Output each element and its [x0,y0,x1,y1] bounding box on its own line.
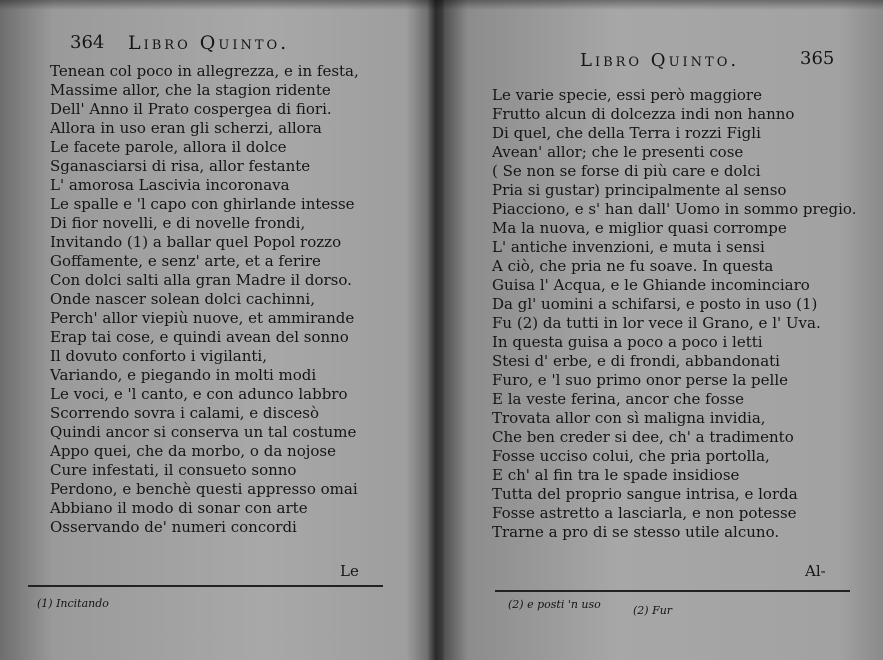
left-page [0,0,432,660]
verse-line: Sganasciarsi di risa, allor festante [50,157,311,175]
verse-line: Di quel, che della Terra i rozzi Figli [492,124,761,142]
verse-line: Perch' allor viepiù nuove, et ammirande [50,309,355,327]
verse-line: Massime allor, che la stagion ridente [50,81,331,99]
verse-line: Trovata allor con sì maligna invidia, [492,409,766,427]
right-text-block [492,86,856,542]
verse-line: Con dolci salti alla gran Madre il dorso. [50,271,352,289]
left-catchword: Le [340,562,359,580]
verse-line: Da gl' uomini a schifarsi, e posto in uso (1) [492,295,818,313]
verse-line: Le varie specie, essi però maggiore [492,86,762,104]
verse-line: Abbiano il modo di sonar con arte [50,499,308,517]
verse-line: In questa guisa a poco a poco i letti [492,333,763,351]
verse-line: Stesi d' erbe, e di frondi, abbandonati [492,352,780,370]
right-footnote-2: (2) Fur [633,604,673,617]
verse-line: Cure infestati, il consueto sonno [50,461,297,479]
verse-line: Trarne a pro di se stesso utile alcuno. [492,523,780,541]
verse-line: Tutta del proprio sangue intrisa, e lorda [492,485,798,503]
right-page [440,0,883,660]
verse-line: Onde nascer solean dolci cachinni, [50,290,315,308]
verse-line: Ma la nuova, e miglior quasi corrompe [492,219,787,237]
verse-line: Dell' Anno il Prato cospergea di fiori. [50,100,332,118]
verse-line: Furo, e 'l suo primo onor perse la pelle [492,371,789,389]
right-page-number: 365 [800,48,835,69]
verse-line: Erap tai cose, e quindi avean del sonno [50,328,349,346]
verse-line: Fosse ucciso colui, che pria portolla, [492,447,770,465]
verse-line: E la veste ferina, ancor che fosse [492,390,745,408]
verse-line: L' antiche invenzioni, e muta i sensi [492,238,765,256]
verse-line: ( Se non se forse di più care e dolci [492,162,761,180]
verse-line: Appo quei, che da morbo, o da nojose [50,442,336,460]
left-page-number: 364 [70,32,105,53]
left-footnote: (1) Incitando [37,597,109,610]
right-footnote-rule [495,590,850,592]
verse-line: Invitando (1) a ballar quel Popol rozzo [50,233,342,251]
left-running-head: Libro Quinto. [128,32,290,54]
left-text-block [50,62,359,537]
verse-line: Avean' allor; che le presenti cose [492,143,744,161]
verse-line: Piacciono, e s' han dall' Uomo in sommo pregio. [492,200,857,218]
verse-line: Osservando de' numeri concordi [50,518,297,536]
verse-line: Perdono, e benchè questi appresso omai [50,480,358,498]
verse-line: Tenean col poco in allegrezza, e in festa, [50,62,359,80]
verse-line: Frutto alcun di dolcezza indi non hanno [492,105,795,123]
verse-line: Di fior novelli, e di novelle frondi, [50,214,306,232]
verse-line: Le spalle e 'l capo con ghirlande intesse [50,195,355,213]
verse-line: A ciò, che pria ne fu soave. In questa [492,257,774,275]
verse-line: Pria si gustar) principalmente al senso [492,181,787,199]
verse-line: L' amorosa Lascivia incoronava [50,176,290,194]
verse-line: Allora in uso eran gli scherzi, allora [50,119,322,137]
verse-line: Il dovuto conforto i vigilanti, [50,347,267,365]
verse-line: Fosse astretto a lasciarla, e non potesse [492,504,797,522]
verse-line: Le voci, e 'l canto, e con adunco labbro [50,385,348,403]
verse-line: Le facete parole, allora il dolce [50,138,287,156]
right-footnote-1: (2) e posti 'n uso [508,598,601,611]
left-footnote-rule [28,585,383,587]
right-catchword: Al- [805,562,826,580]
verse-line: Quindi ancor si conserva un tal costume [50,423,357,441]
verse-line: Guisa l' Acqua, e le Ghiande incominciaro [492,276,810,294]
verse-line: Variando, e piegando in molti modi [50,366,317,384]
verse-line: Che ben creder si dee, ch' a tradimento [492,428,794,446]
verse-line: Scorrendo sovra i calami, e discesò [50,404,320,422]
verse-line: E ch' al fin tra le spade insidiose [492,466,740,484]
verse-line: Fu (2) da tutti in lor vece il Grano, e l' Uva. [492,314,821,332]
verse-line: Goffamente, e senz' arte, et a ferire [50,252,321,270]
right-running-head: Libro Quinto. [580,50,740,71]
